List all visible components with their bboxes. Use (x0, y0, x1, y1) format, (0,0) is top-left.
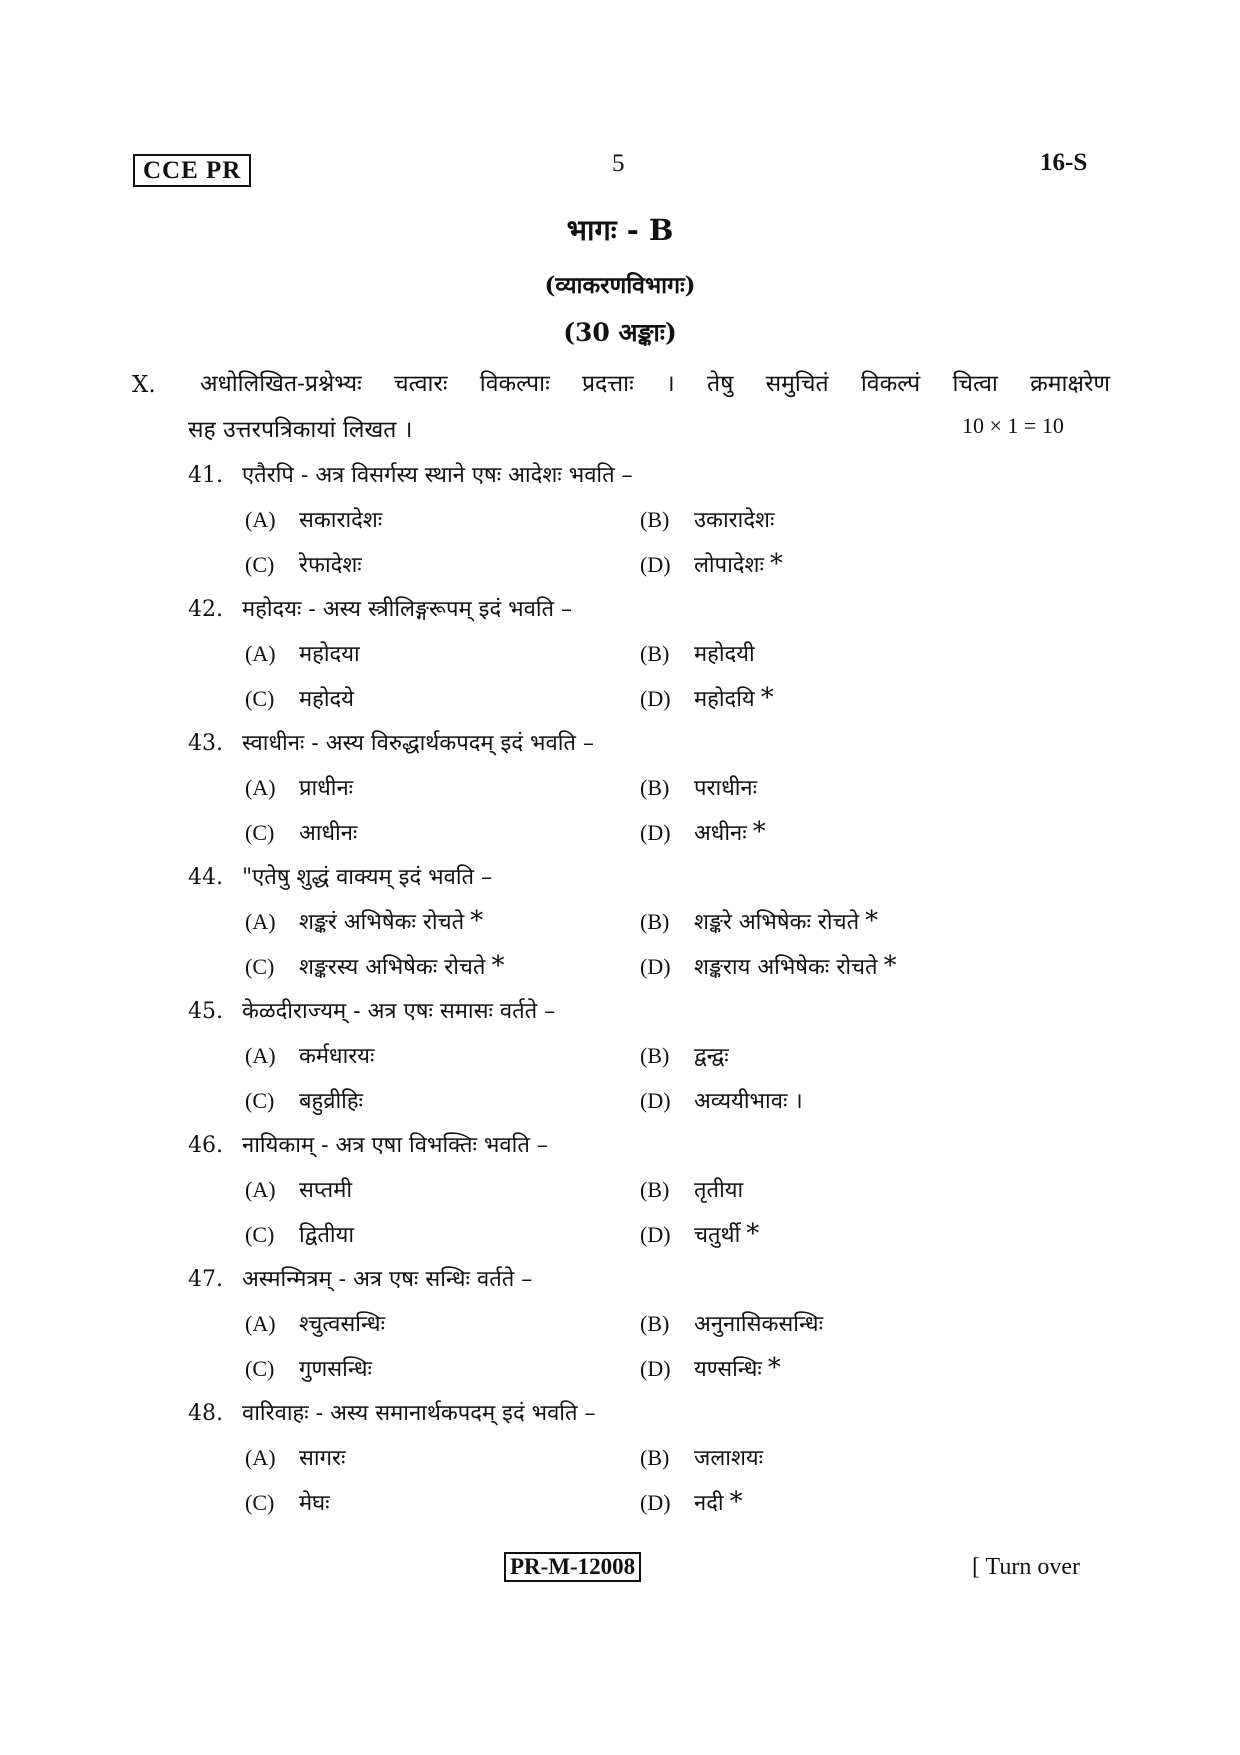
option-c (245, 1219, 360, 1249)
option-b (640, 1174, 749, 1204)
question-number: 43. (188, 731, 223, 756)
section-title: भागः - B (566, 213, 674, 247)
option-label: (A) (245, 1445, 276, 1470)
option-c (245, 817, 363, 847)
option-a (245, 1442, 351, 1472)
option-label: (B) (640, 775, 670, 800)
option-b (640, 906, 878, 936)
option-label: (C) (245, 686, 275, 711)
option-d (640, 1085, 809, 1115)
asterisk-mark: * (491, 951, 505, 981)
option-label: (D) (640, 1222, 671, 1247)
option-label: (C) (245, 820, 275, 845)
question-text: एतैरपि - अत्र विसर्गस्य स्थाने एषः आदेशः भवति – (242, 463, 633, 488)
option-d (640, 549, 783, 579)
question-text: स्वाधीनः - अस्य विरुद्धार्थकपदम् इदं भवति – (242, 731, 594, 756)
option-b (640, 504, 780, 534)
instruction-line-2: सह उत्तरपत्रिकायां लिखत । (188, 417, 413, 443)
option-b (640, 1040, 735, 1070)
option-label: (A) (245, 1043, 276, 1068)
option-text: उकारादेशः (694, 508, 775, 533)
question-number: 42. (188, 597, 223, 622)
question-text: केळदीराज्यम् - अत्र एषः समासः वर्तते – (242, 999, 556, 1024)
option-text: अव्ययीभावः । (694, 1089, 803, 1114)
option-label: (C) (245, 1356, 275, 1381)
asterisk-mark: * (769, 549, 783, 579)
option-text: महोदया (299, 642, 360, 667)
page-number: 5 (612, 150, 625, 177)
option-label: (B) (640, 1043, 670, 1068)
option-b (640, 772, 763, 802)
option-text: महोदयि (694, 687, 755, 712)
question-text: वारिवाहः - अस्य समानार्थकपदम् इदं भवति – (242, 1401, 596, 1426)
option-a (245, 906, 483, 936)
instruction-line-1: अधोलिखित-प्रश्नेभ्यः चत्वारः विकल्पाः प्रदत्ताः । तेषु समुचितं विकल्पं चित्वा क्रमाक्षरेण (200, 371, 1110, 397)
option-text: यण्सन्धिः (694, 1357, 762, 1382)
option-a (245, 504, 388, 534)
question-47 (188, 1263, 532, 1293)
option-text: शङ्कराय अभिषेकः रोचते (694, 955, 878, 980)
question-text: "एतेषु शुद्धं वाक्यम् इदं भवति – (242, 865, 493, 890)
question-number: 41. (188, 463, 223, 488)
option-text: अनुनासिकसन्धिः (694, 1312, 824, 1337)
option-label: (D) (640, 820, 671, 845)
option-d (640, 1487, 743, 1517)
option-text: मेघः (299, 1491, 330, 1516)
question-46 (188, 1129, 548, 1159)
option-text: नदी (694, 1491, 724, 1516)
option-d (640, 1219, 759, 1249)
asterisk-mark: * (752, 817, 766, 847)
question-44 (188, 861, 492, 891)
option-label: (C) (245, 1490, 275, 1515)
option-text: सप्तमी (299, 1178, 353, 1203)
option-d (640, 683, 774, 713)
option-text: गुणसन्धिः (299, 1357, 372, 1382)
asterisk-mark: * (760, 683, 774, 713)
option-label: (A) (245, 909, 276, 934)
option-label: (C) (245, 552, 275, 577)
option-text: कर्मधारयः (299, 1044, 375, 1069)
option-text: श्चुत्वसन्धिः (299, 1312, 386, 1337)
option-b (640, 1442, 769, 1472)
option-label: (A) (245, 507, 276, 532)
question-41 (188, 459, 633, 489)
option-text: शङ्करं अभिषेकः रोचते (299, 910, 465, 935)
section-marks: (30 अङ्काः) (563, 318, 677, 347)
option-a (245, 1040, 380, 1070)
question-42 (188, 593, 572, 623)
option-label: (C) (245, 954, 275, 979)
option-text: चतुर्थी (694, 1223, 741, 1248)
option-text: महोदयी (694, 642, 755, 667)
option-text: शङ्करस्य अभिषेकः रोचते (299, 955, 486, 980)
option-label: (A) (245, 641, 276, 666)
question-number: 45. (188, 999, 223, 1024)
option-d (640, 817, 766, 847)
option-label: (B) (640, 1311, 670, 1336)
asterisk-mark: * (767, 1353, 781, 1383)
option-label: (B) (640, 641, 670, 666)
option-text: पराधीनः (694, 776, 758, 801)
option-b (640, 638, 761, 668)
question-45 (188, 995, 555, 1025)
option-label: (D) (640, 1356, 671, 1381)
option-label: (D) (640, 1088, 671, 1113)
option-c (245, 1487, 336, 1517)
option-text: रेफादेशः (299, 553, 362, 578)
option-label: (A) (245, 1177, 276, 1202)
option-c (245, 951, 504, 981)
option-text: सकारादेशः (299, 508, 383, 533)
option-text: सागरः (299, 1446, 346, 1471)
option-a (245, 638, 366, 668)
option-a (245, 1174, 358, 1204)
asterisk-mark: * (729, 1487, 743, 1517)
score-formula: 10 × 1 = 10 (962, 413, 1064, 438)
option-c (245, 1085, 369, 1115)
option-d (640, 1353, 781, 1383)
question-text: महोदयः - अस्य स्त्रीलिङ्गरूपम् इदं भवति – (242, 597, 573, 622)
question-number: 47. (188, 1267, 223, 1292)
turn-over-note: [ Turn over (972, 1554, 1081, 1580)
option-label: (A) (245, 775, 276, 800)
option-text: तृतीया (694, 1178, 744, 1203)
question-block-number: X. (132, 372, 156, 398)
question-number: 44. (188, 865, 223, 890)
asterisk-mark: * (746, 1219, 760, 1249)
header-code-box: CCE PR (133, 154, 251, 187)
option-label: (D) (640, 954, 671, 979)
option-label: (B) (640, 1177, 670, 1202)
question-text: नायिकाम् - अत्र एषा विभक्तिः भवति – (242, 1133, 548, 1158)
option-text: द्वितीया (299, 1223, 355, 1248)
option-text: अधीनः (694, 821, 747, 846)
section-subtitle: (व्याकरणविभागः) (544, 272, 696, 299)
question-48 (188, 1397, 596, 1427)
option-text: बहुव्रीहिः (299, 1089, 363, 1114)
option-text: महोदये (299, 687, 354, 712)
option-label: (D) (640, 1490, 671, 1515)
option-text: जलाशयः (694, 1446, 764, 1471)
asterisk-mark: * (865, 906, 879, 936)
option-text: लोपादेशः (694, 553, 764, 578)
option-text: शङ्करे अभिषेकः रोचते (694, 910, 860, 935)
option-c (245, 1353, 378, 1383)
asterisk-mark: * (470, 906, 484, 936)
option-c (245, 549, 368, 579)
option-text: आधीनः (299, 821, 358, 846)
option-a (245, 772, 359, 802)
option-b (640, 1308, 829, 1338)
option-text: द्वन्द्वः (694, 1044, 729, 1069)
option-label: (C) (245, 1088, 275, 1113)
option-c (245, 683, 360, 713)
question-number: 48. (188, 1401, 223, 1426)
question-43 (188, 727, 594, 757)
option-text: प्राधीनः (299, 776, 354, 801)
asterisk-mark: * (883, 951, 897, 981)
option-label: (B) (640, 507, 670, 532)
question-text: अस्मन्मित्रम् - अत्र एषः सन्धिः वर्तते – (242, 1267, 533, 1292)
option-label: (D) (640, 552, 671, 577)
footer-code: PR-M-12008 (504, 1552, 641, 1582)
paper-code: 16-S (1040, 149, 1088, 176)
option-d (640, 951, 897, 981)
option-label: (C) (245, 1222, 275, 1247)
option-label: (B) (640, 909, 670, 934)
question-number: 46. (188, 1133, 223, 1158)
option-a (245, 1308, 391, 1338)
option-label: (D) (640, 686, 671, 711)
option-label: (B) (640, 1445, 670, 1470)
option-label: (A) (245, 1311, 276, 1336)
